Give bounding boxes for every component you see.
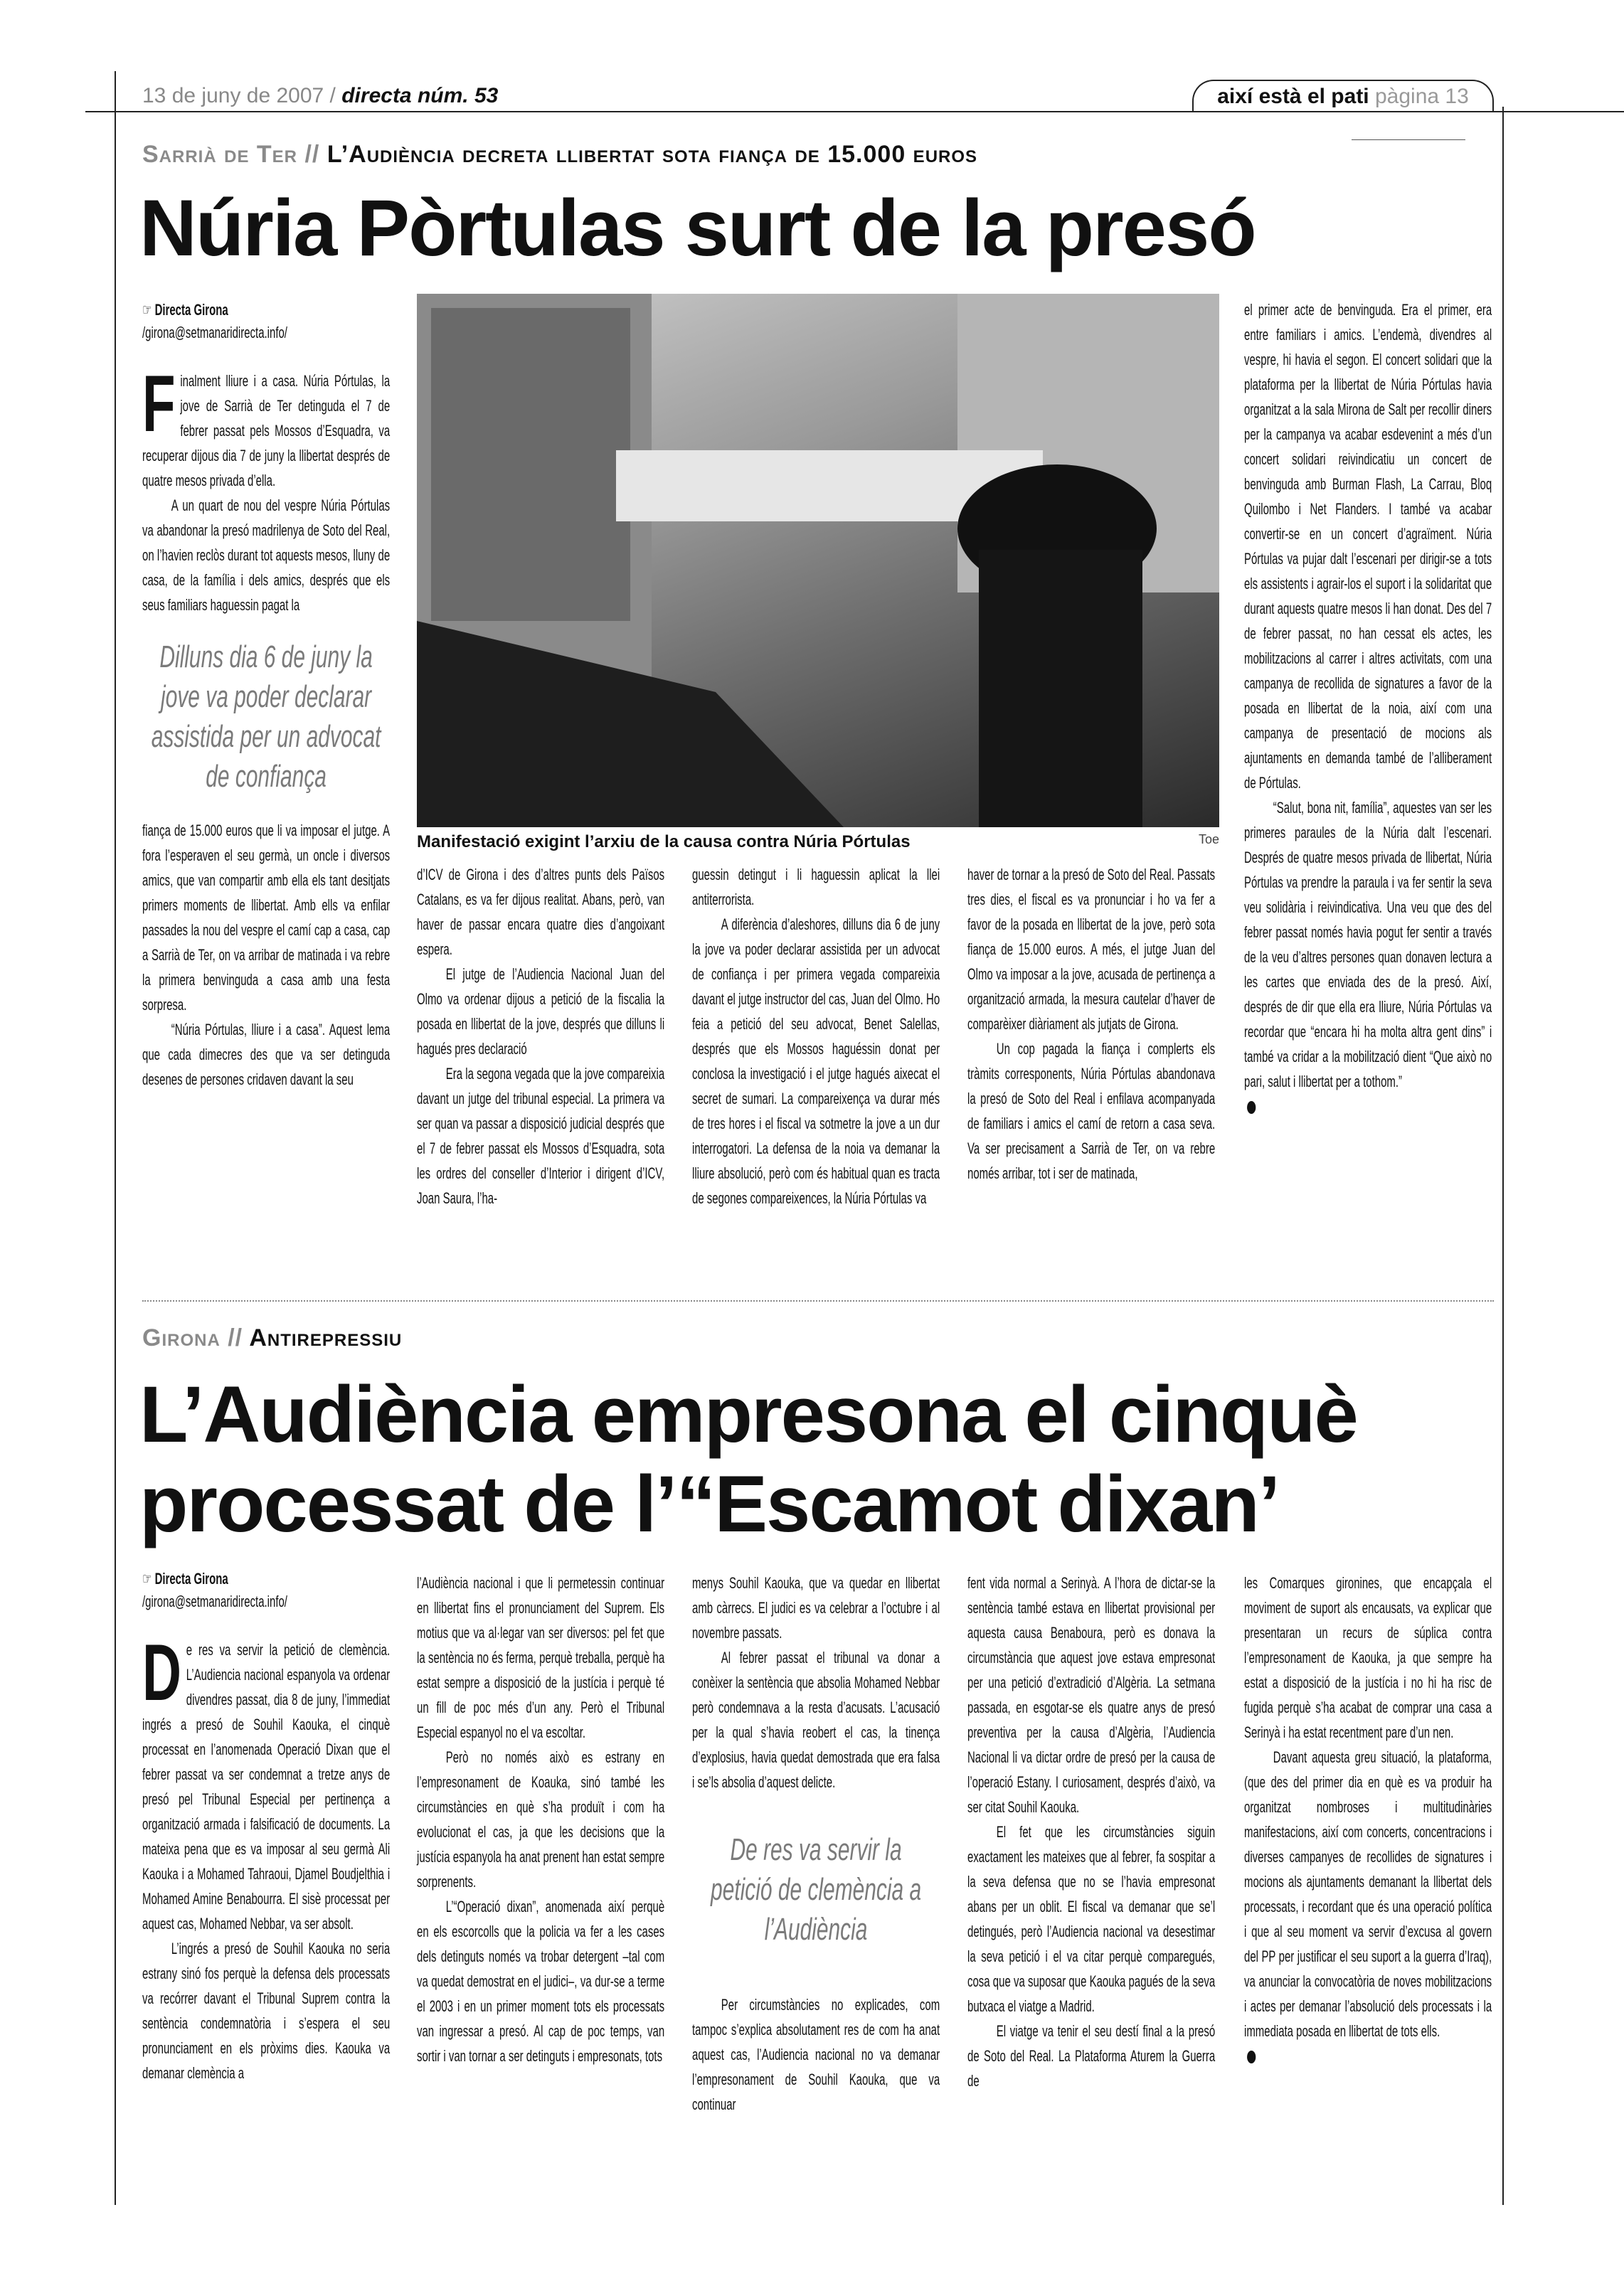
article2-paragraph: fent vida normal a Serinyà. A l’hora de dictar-se la sentència també estava en llibertat provisional per aquesta causa Benaboura, però es donava la circumstància que aquest jove estava empresonat per una petició d’extradició d’Algèria. La setmana passada, en esgotar-se els quatre anys de presó preventiva per la causa d’Algèria, l’Audiencia Nacional li va dictar ordre de presó per la causa de l’operació Estany. I curiosament, després d’això, va ser citat Souhil Kaouka. bbox=[967, 1574, 1216, 1816]
article1-byline-email: /girona@setmanaridirecta.info/ bbox=[142, 324, 287, 341]
article2-paragraph: El fet que les circumstàncies siguin exactament les mateixes que al febrer, fa sospitar a la seva defensa que no se l’havia empresonat abans per un oblit. El fiscal va demanar que se’l detingués, però l’Audiencia nacional va desestimar la seva petició i el va citar perquè comparegués, cosa que va suposar que Kaouka pagués de la seva butxaca el viatge a Madrid. bbox=[967, 1823, 1216, 2015]
page-right-rule bbox=[1502, 107, 1504, 2205]
article2-paragraph: Però no només això es estrany en l’empresonament de Koauka, sinó també les circumstàncies en què s’ha produït i com ha evolucionat el cas, ja que les decisions que la justícia espanyola ha anat prenent han estat sempre sorprenents. bbox=[417, 1748, 665, 1891]
article2-column-5 bbox=[1244, 1570, 1492, 2068]
article1-paragraph: d’ICV de Girona i des d’altres punts dels Països Catalans, es va fer dijous realitat. Abans, però, van haver de passar encara quatre dies d’angoixant espera. bbox=[417, 866, 665, 958]
article1-column-5 bbox=[1244, 297, 1492, 1119]
article1-kicker-text: L’Audiència decreta llibertat sota fiança de 15.000 euros bbox=[327, 141, 978, 168]
caption-text: Manifestació exigint l’arxiu de la causa contra Núria Pórtulas bbox=[417, 832, 911, 851]
article2-paragraph: Davant aquesta greu situació, la plataforma, (que des del primer dia en què es va produir ha organitzat nombroses i multitudinàries manifestacions, així com concerts, concentracions i diverses campanyes de recollides de signatures i mocions als ajuntaments demanant la llibertat dels processats, i recordant que és una operació política i que al seu moment va servir d’excusa al govern del PP per justificar el seu suport a la guerra d’Iraq), va anunciar la convocatòria de noves mobilitzacions i actes per demanar l’absolució dels processats i la immediata posada en llibertat de tots ells. bbox=[1244, 1748, 1492, 2040]
article1-pull-quote: Dilluns dia 6 de juny la jove va poder declarar assistida per un advocat de confiança bbox=[151, 639, 381, 794]
article-separator bbox=[142, 1300, 1494, 1302]
article1-paragraph: A un quart de nou del vespre Núria Pórtulas va abandonar la presó madrilenya de Soto del Real, on l’havien reclòs durant tot aquests mesos, lluny de casa, de la família i dels amics, després que els seus familiars haguessin pagat la bbox=[142, 496, 391, 614]
article2-byline bbox=[142, 1568, 390, 1613]
article2-kicker bbox=[142, 1324, 402, 1352]
article1-photo bbox=[417, 294, 1219, 827]
article2-paragraph: Al febrer passat el tribunal va donar a conèixer la sentència que absolia Mohamed Nebbar però condemnava a la resta d’acusats. L’acusació per la qual s’havia reobert el cas, la tinença d’explosius, havia quedat demostrada que era falsa i se’ls absolia d’aquest delicte. bbox=[692, 1649, 940, 1791]
article1-photo-caption bbox=[417, 832, 1219, 852]
article1-byline bbox=[142, 299, 390, 344]
protest-photo-illustration bbox=[417, 294, 1219, 827]
article1-paragraph: fiança de 15.000 euros que li va imposar el jutge. A fora l’esperaven el seu germà, un oncle i diversos amics, que van compartir amb ella els tant desitjats primers moments de llibertat. Amb ells va enfilar passades la nou del vespre el camí cap a casa, cap a Sarrià de Ter, on va arribar de matinada i va rebre la primera benvinguda a casa amb una festa sorpresa. bbox=[142, 822, 391, 1014]
article1-headline: Núria Pòrtulas surt de la presó bbox=[139, 184, 1256, 272]
article1-byline-name: Directa Girona bbox=[154, 301, 228, 319]
article1-paragraph: “Salut, bona nit, família”, aquestes van ser les primeres paraules de la Núria dalt l’escenari. Després de quatre mesos privada de llibertat, Núria Pórtulas va prendre la paraula i va fer sentir la seva veu solidària i reivindicativa. Una veu que des del febrer passat només havia pogut fer sentir a través de la veu d’altres persones quan donaven lectura a les cartes que enviada des de la presó. Així, després de dir que ella era lliure, Núria Pórtulas va recordar que “encara hi ha molta altra gent dins” i també va cridar a la mobilització dient “Que això no pari, salut i llibertat per a tothom.” bbox=[1244, 799, 1492, 1090]
end-of-article-icon bbox=[1247, 2051, 1256, 2063]
article2-paragraph: l’Audiència nacional i que li permetessin continuar en llibertat fins el pronunciament del Suprem. Els motius que va al·legar van ser diversos: pel fet que la sentència no és ferma, perquè treballa, perquè ha estat sempre a disposició de la justícia i perquè té un fill de poc més d’un any. Però el Tribunal Especial espanyol no el va escoltar. bbox=[417, 1574, 665, 1741]
article1-column-4 bbox=[967, 862, 1215, 1186]
article2-byline-name: Directa Girona bbox=[154, 1570, 228, 1588]
article1-paragraph: Era la segona vegada que la jove compareixia davant un jutge del tribunal especial. La primera va ser quan va passar a disposició judicial després que el 7 de febrer passat els Mossos d’Esquadra, sota les ordres del conseller d’Interior i dirigent d’ICV, Joan Saura, l’ha- bbox=[417, 1065, 665, 1207]
article2-headline-line1: L’Audiència empresona el cinquè bbox=[139, 1370, 1357, 1459]
article1-paragraph: guessin detingut i li haguessin aplicat la llei antiterrorista. bbox=[692, 866, 940, 908]
article2-paragraph: De res va servir la petició de clemència. L’Audiencia nacional espanyola va ordenar divendres passat, dia 8 de juny, l’immediat ingrés a presó de Souhil Kaouka, el cinquè processat en l’anomenada Operació Dixan que el febrer passat va ser condemnat a tretze anys de presó pel Tribunal Especial per pertinença a organització armada i falsificació de documents. La mateixa pena que es va imposar al seu germà Ali Kaouka i a Mohamed Tahraoui, Djamel Boudjelthia i Mohamed Amine Benabourra. El sisè processat per aquest cas, Mohamed Nebbar, va ser absolt. bbox=[142, 1628, 391, 1933]
article1-paragraph: A diferència d’aleshores, dilluns dia 6 de juny la jove va poder declarar assistida per un advocat de confiança i per primera vegada compareixia davant el jutge instructor del cas, Juan del Olmo. Ho feia a petició del seu advocat, Benet Salellas, després que els Mossos haguéssin donat per conclosa la investigació i el jutge hagués aixecat el secret de sumari. La compareixença va durar més de tres hores i el fiscal va sotmetre la jove a un dur interrogatori. La defensa de la noia va demanar la lliure absolució, però com és habitual quan es tracta de segones compareixences, la Núria Pórtulas va bbox=[692, 915, 940, 1207]
article2-byline-email: /girona@setmanaridirecta.info/ bbox=[142, 1593, 287, 1610]
end-of-article-icon bbox=[1247, 1101, 1256, 1114]
article2-paragraph: L’“Operació dixan”, anomenada així perquè en els escorcolls que la policia va fer a les cases dels detinguts només va trobar detergent –tal com va quedat demostrat en el judici–, va dur-se a terme el 2003 i en un primer moment tots els processats van ingressar a presó. Al cap de poc temps, van sortir i van tornar a ser detinguts i empresonats, tots bbox=[417, 1898, 665, 2065]
article2-paragraph: menys Souhil Kaouka, que va quedar en llibertat amb càrrecs. El judici es va celebrar a l’octubre i al novembre passats. bbox=[692, 1574, 940, 1642]
article1-kicker-place: Sarrià de Ter // bbox=[142, 141, 320, 168]
article1-paragraph: El jutge de l’Audiencia Nacional Juan del Olmo va ordenar dijous a petició de la fiscalia la posada en llibertat de la jove, després que dilluns li hagués pres declaració bbox=[417, 965, 665, 1058]
article2-column-3 bbox=[692, 1570, 940, 2117]
section-name: així està el pati bbox=[1217, 85, 1369, 108]
pointing-hand-icon: ☞ bbox=[142, 1570, 152, 1588]
article2-kicker-place: Girona // bbox=[142, 1324, 243, 1351]
header-dateline bbox=[142, 84, 498, 108]
article2-column-4 bbox=[967, 1570, 1215, 2093]
article1-paragraph: “Núria Pórtulas, lliure i a casa”. Aquest lema que cada dimecres des que va ser detinguda desenes de persones cridaven davant la seu bbox=[142, 1021, 391, 1088]
page-left-rule bbox=[115, 71, 116, 2205]
article1-column-2 bbox=[417, 862, 664, 1211]
article1-paragraph: Un cop pagada la fiança i complerts els tràmits corresponents, Núria Pórtulas abandonava la presó de Soto del Real i enfilava acompanyada de familiars i amics el camí de retorn a casa seva. Va ser precisament a Sarrià de Ter, on va rebre només arribar, tot i ser de matinada, bbox=[967, 1040, 1216, 1182]
header-issue: directa núm. 53 bbox=[341, 84, 499, 107]
article2-headline-line2: processat de l’“Escamot dixan’ bbox=[139, 1460, 1279, 1548]
article1-paragraph: haver de tornar a la presó de Soto del Real. Passats tres dies, el fiscal es va pronunciar i ho va fer a favor de la posada en llibertat de la jove, però sota fiança de 15.000 euros. A més, el jutge Juan del Olmo va imposar a la jove, acusada de pertinença a organització armada, la mesura cautelar d’haver de comparèixer diàriament als jutjats de Girona. bbox=[967, 866, 1216, 1033]
page-number: pàgina 13 bbox=[1375, 85, 1469, 108]
article1-column-1 bbox=[142, 299, 390, 1092]
article2-column-2 bbox=[417, 1570, 664, 2068]
article2-paragraph: L’ingrés a presó de Souhil Kaouka no seria estrany sinó fos perquè la defensa dels processats va recórrer davant el Tribunal Suprem contra la sentència condemnatòria i s’espera el seu pronunciament en els pròxims dies. Kaouka va demanar clemència a bbox=[142, 1940, 391, 2082]
article1-paragraph: Finalment lliure i a casa. Núria Pórtulas, la jove de Sarrià de Ter detinguda el 7 de febrer passat pels Mossos d’Esquadra, va recuperar dijous dia 7 de juny la llibertat després de quatre mesos privada d’ella. bbox=[142, 359, 391, 489]
article2-paragraph: les Comarques gironines, que encapçala el moviment de suport als encausats, va explicar que presentaran un recurs de súplica contra l’empresonament de Kaouka, ja que sempre ha estat a disposició de la justícia i no hi ha risc de fugida perquè s’ha acabat de comprar una casa a Serinyà i ha estat recentment pare d’un nen. bbox=[1244, 1574, 1492, 1741]
article2-column-1 bbox=[142, 1568, 390, 2085]
article2-pull-quote: De res va servir la petició de clemència a l’Audiència bbox=[711, 1832, 922, 1947]
article1-column-3 bbox=[692, 862, 940, 1211]
article1-kicker bbox=[142, 141, 977, 169]
article2-paragraph: El viatge va tenir el seu destí final a la presó de Soto del Real. La Plataforma Aturem la Guerra de bbox=[967, 2022, 1216, 2090]
article1-paragraph: el primer acte de benvinguda. Era el primer, era entre familiars i amics. L’endemà, divendres al vespre, hi havia el segon. El concert solidari que la plataforma per la llibertat de Núria Pórtulas havia organitzat a la sala Mirona de Salt per recollir diners per la campanya va acabar esdevenint a més d’un concert solidari reivindicatiu un concert de benvinguda amb Burman Flash, La Carrau, Bloq Quilombo i Net Flanders. I també va acabar convertir-se en un concert d’agraïment. Núria Pórtulas va pujar dalt l’escenari per dirigir-se a tots els assistents i agrair-los el suport i la solidaritat que durant aquests quatre mesos li han donat. Des del 7 de febrer passat, no han cessat els actes, les mobilitzacions al carrer i altres activitats, com una campanya de recollida de signatures a favor de la posada en llibertat de la noia, així com una campanya de presentació de mocions als ajuntaments en demanda també de l’alliberament de Pórtulas. bbox=[1244, 301, 1492, 792]
top-right-short-rule bbox=[1352, 139, 1465, 140]
photo-credit: Toe bbox=[1198, 832, 1219, 846]
article2-paragraph: Per circumstàncies no explicades, com tampoc s’explica absolutament res de com ha anat aquest cas, l’Audiencia nacional no va demanar l’empresonament de Souhil Kaouka, que va continuar bbox=[692, 1996, 940, 2113]
section-tab bbox=[1192, 80, 1494, 112]
header-date: 13 de juny de 2007 / bbox=[142, 84, 336, 107]
pointing-hand-icon: ☞ bbox=[142, 301, 152, 319]
article2-kicker-text: Antirepressiu bbox=[249, 1324, 403, 1351]
